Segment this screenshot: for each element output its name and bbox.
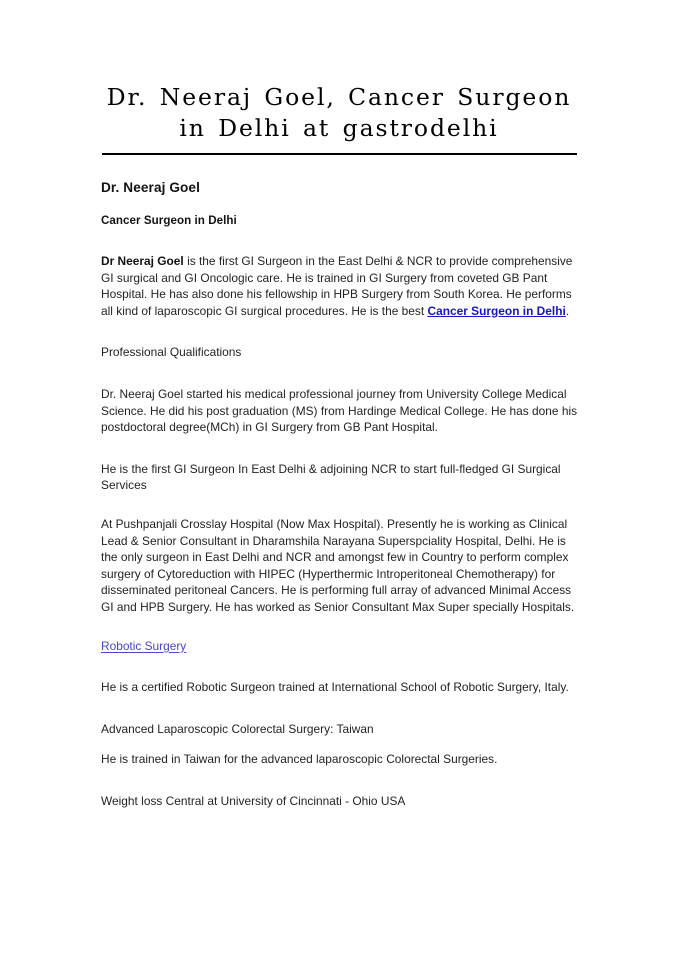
- weight-loss-paragraph: Weight loss Central at University of Cincinnati - Ohio USA: [101, 793, 406, 808]
- intro-text-before-link: is the first GI Surgeon in the East Delhi & NCR to provide comprehensive GI surgical and GI Oncologic care. He is trained in GI Surgery from coveted GB Pant Hospital. He has also done his fellowship in HPB Surgery from South Korea. He performs all kind of laparoscopic GI surgical procedures. He is the best: [101, 254, 573, 318]
- career-paragraph: At Pushpanjali Crosslay Hospital (Now Max Hospital). Presently he is working as Clinical Lead & Senior Consultant in Dharamshila Narayana Superspciality Hospital, Delhi. He is the only surgeon in East Delhi and NCR and amongst few in Country to perform complex surgery of Cytoreduction with HIPEC (Hyperthermic Introperitoneal Chemotherapy) for disseminated peritoneal Cancers. He is performing full array of advanced Minimal Access GI and HPB Surgery. He has worked as Senior Consultant Max Super specially Hospitals.: [101, 516, 575, 614]
- colorectal-surgery-heading: Advanced Laparoscopic Colorectal Surgery: Taiwan: [101, 721, 374, 736]
- robotic-surgery-body: He is a certified Robotic Surgeon trained at International School of Robotic Surgery, Italy.: [101, 680, 569, 695]
- intro-text-after-link: .: [565, 303, 570, 318]
- cancer-surgeon-in-delhi-link[interactable]: Cancer Surgeon in Delhi: [427, 303, 566, 318]
- first-gi-surgeon-paragraph: He is the first GI Surgeon In East Delhi & adjoining NCR to start full-fledged GI Surgical Services: [101, 461, 561, 493]
- document-content: [0, 179, 678, 809]
- doctor-role-heading: Cancer Surgeon in Delhi: [101, 214, 237, 227]
- page-title: [0, 0, 678, 144]
- professional-qualifications-heading: Professional Qualifications: [101, 345, 242, 360]
- doctor-name-heading: Dr. Neeraj Goel: [101, 180, 200, 195]
- intro-lead-name: Dr Neeraj Goel: [101, 254, 184, 268]
- colorectal-surgery-body: He is trained in Taiwan for the advanced laparoscopic Colorectal Surgeries.: [101, 752, 498, 767]
- robotic-surgery-link[interactable]: Robotic Surgery: [101, 638, 187, 653]
- page-title-line-1: Dr. Neeraj Goel, Cancer Surgeon in: [106, 83, 572, 142]
- robotic-surgery-link-paragraph: [101, 638, 578, 655]
- intro-paragraph: [101, 253, 578, 319]
- page-title-line-2: Delhi at gastrodelhi: [218, 114, 499, 142]
- professional-qualifications-body: Dr. Neeraj Goel started his medical professional journey from University College Medical Science. He did his post graduation (MS) from Hardinge Medical College. He has done his postdoctoral degree(MCh) in GI Surgery from GB Pant Hospital.: [101, 386, 578, 435]
- title-divider: [102, 153, 577, 155]
